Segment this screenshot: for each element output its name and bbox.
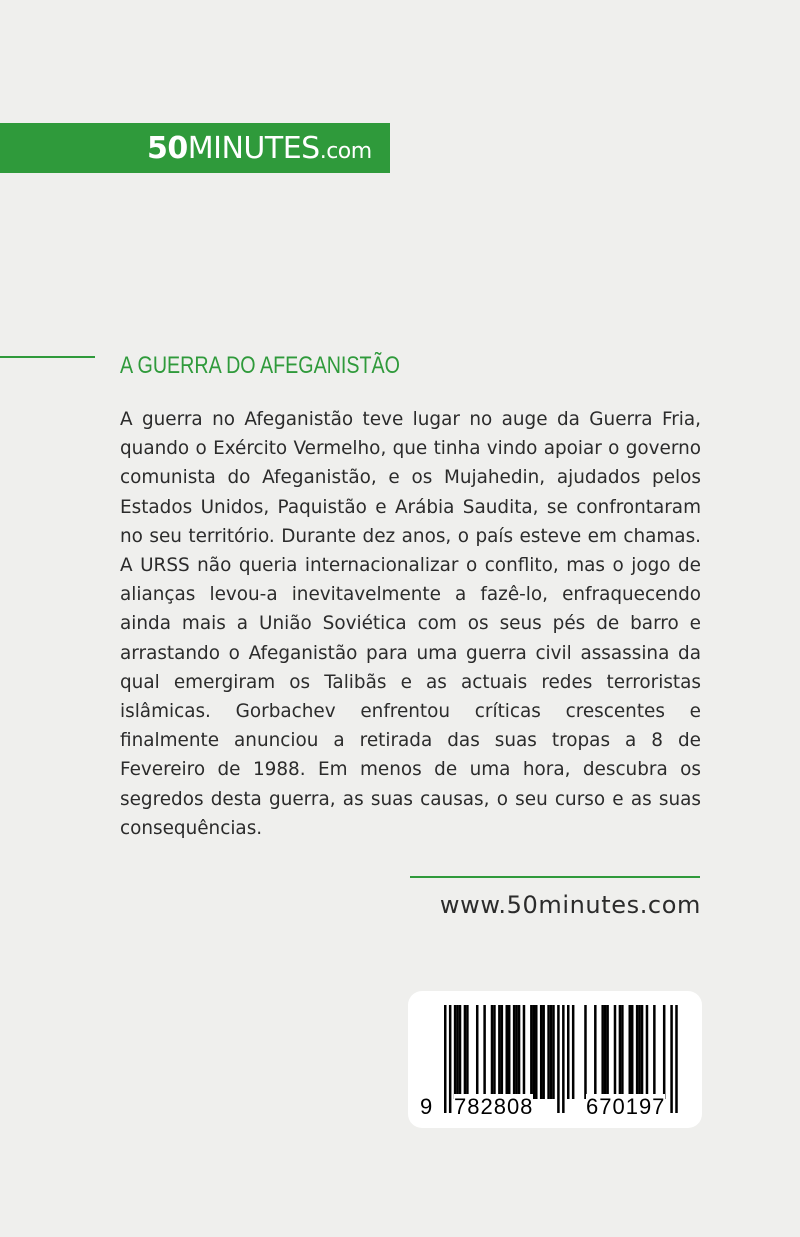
barcode-bar: [535, 1005, 538, 1099]
barcode-bar: [631, 1005, 634, 1099]
barcode-bar: [604, 1005, 607, 1099]
barcode-bar: [515, 1005, 518, 1099]
barcode-bar: [454, 1005, 457, 1099]
barcode-bar: [646, 1005, 649, 1099]
brand-banner: [0, 123, 390, 173]
isbn-barcode: [408, 991, 702, 1128]
barcode-bar: [572, 1005, 575, 1099]
barcode-bar: [464, 1005, 467, 1099]
title-divider: [0, 356, 95, 358]
brand-logo-name: MINUTES: [187, 130, 320, 166]
barcode-bar: [506, 1005, 509, 1099]
barcode-bar: [629, 1005, 632, 1099]
barcode-bar: [476, 1005, 479, 1099]
section-title: A GUERRA DO AFEGANISTÃO: [120, 352, 400, 379]
barcode-bar: [621, 1005, 624, 1099]
isbn-left-group: 782808: [454, 1094, 534, 1119]
barcode-bar: [601, 1005, 604, 1099]
barcode-bar: [508, 1005, 511, 1099]
url-divider: [410, 876, 700, 878]
barcode-bar: [459, 1005, 462, 1099]
barcode-bar: [491, 1005, 494, 1099]
website-url: www.50minutes.com: [439, 891, 701, 919]
barcode-bar: [456, 1005, 459, 1099]
barcode-bar: [606, 1005, 609, 1099]
barcode-bar: [540, 1005, 543, 1099]
barcode-bar: [493, 1005, 496, 1099]
barcode-bar: [550, 1005, 553, 1099]
barcode-bar: [663, 1005, 666, 1099]
barcode-bar: [614, 1005, 617, 1099]
barcode-bar: [542, 1005, 545, 1099]
barcode-bar: [584, 1005, 587, 1099]
barcode-bar: [567, 1005, 570, 1099]
barcode-bar: [653, 1005, 656, 1099]
barcode-bar: [552, 1005, 555, 1099]
barcode-bar: [533, 1005, 536, 1099]
brand-logo: [147, 131, 372, 166]
barcode-bar: [638, 1005, 641, 1099]
barcode-bar: [547, 1005, 550, 1099]
brand-logo-number: 50: [147, 130, 188, 166]
barcode-bar: [636, 1005, 639, 1099]
isbn-digits: [408, 1094, 702, 1122]
barcode-bar: [501, 1005, 504, 1099]
barcode-bar: [619, 1005, 622, 1099]
book-description: A guerra no Afeganistão teve lugar no auge da Guerra Fria, quando o Exército Vermelho, que tinha vindo apoiar o governo comunista do Afeganistão, e os Mujahedin, ajudados pelos Estados Unidos, Paquistão e Arábia Saudita, se confrontaram no seu território. Durante dez anos, o país esteve em chamas. A URSS não queria internacionalizar o conflito, mas o jogo de alianças levou-a inevitavelmente a fazê-lo, enfraquecendo ainda mais a União Soviética com os seus pés de barro e arrastando o Afeganistão para uma guerra civil assassina da qual emergiram os Talibãs e as actuais redes terroristas islâmicas. Gorbachev enfrentou críticas crescentes e finalmente anunciou a retirada das suas tropas a 8 de Fevereiro de 1988. Em menos de uma hora, descubra os segredos desta guerra, as suas causas, o seu curso e as suas consequências.: [120, 409, 701, 839]
barcode-bar: [498, 1005, 501, 1099]
barcode-bar: [523, 1005, 526, 1099]
barcode-bar: [641, 1005, 644, 1099]
barcode-bar: [513, 1005, 516, 1099]
barcode-bar: [530, 1005, 533, 1099]
isbn-first-digit: 9: [420, 1094, 434, 1119]
barcode-bar: [483, 1005, 486, 1099]
barcode-bar: [466, 1005, 469, 1099]
barcode-bar: [594, 1005, 597, 1099]
isbn-right-group: 670197: [586, 1094, 666, 1119]
brand-logo-suffix: .com: [319, 138, 372, 164]
barcode-bar: [518, 1005, 521, 1099]
